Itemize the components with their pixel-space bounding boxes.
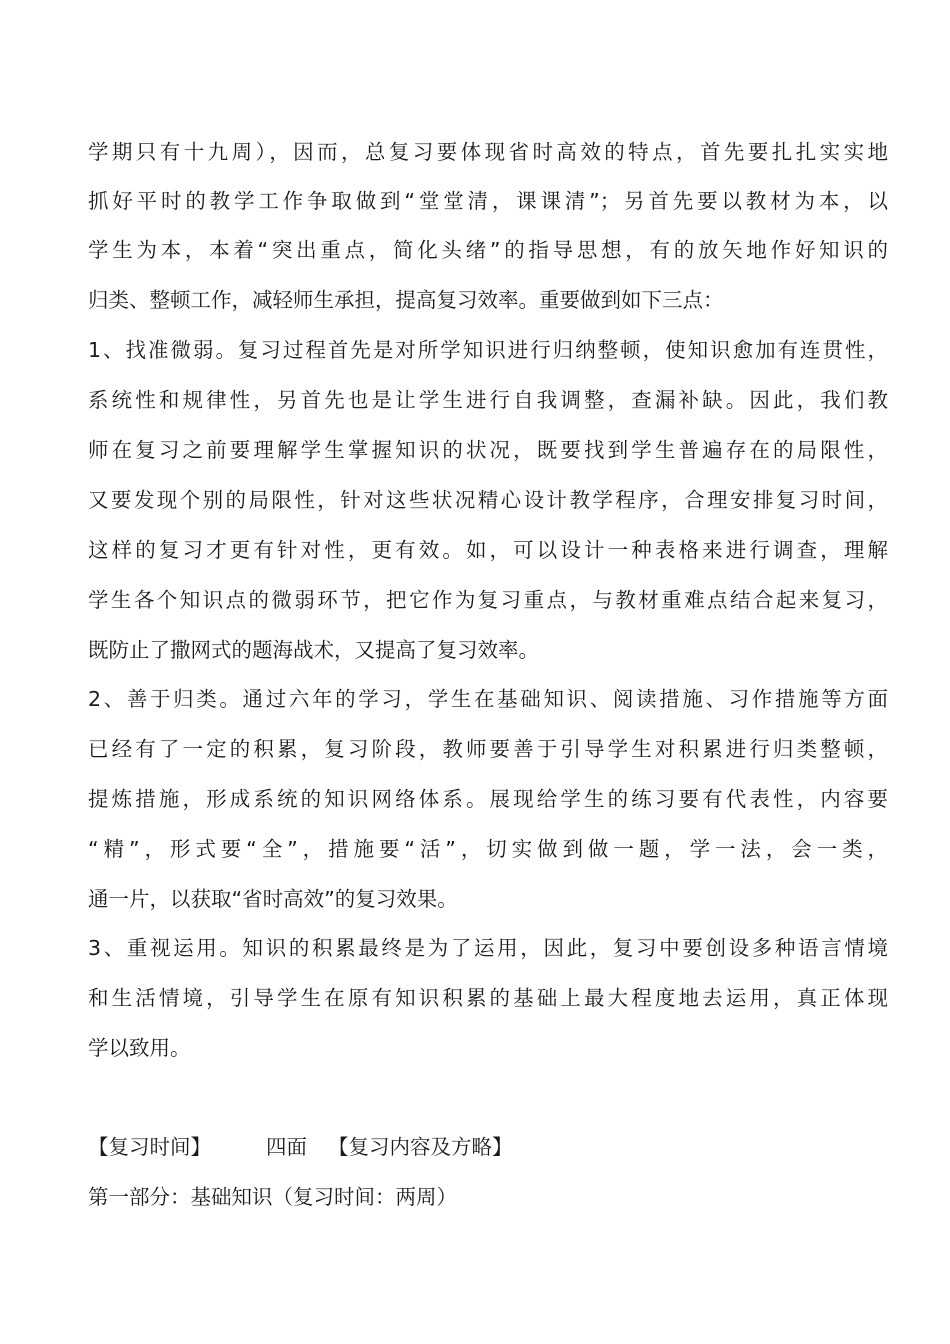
point2-line-4: “精”，形式要“全”，措施要“活”，切实做到做一题，学一法，会一类， bbox=[88, 837, 888, 861]
point1-line-5: 这样的复习才更有针对性，更有效。如，可以设计一种表格来进行调查，理解 bbox=[88, 538, 888, 562]
intro-line-1: 学期只有十九周），因而，总复习要体现省时高效的特点，首先要扎扎实实地 bbox=[88, 140, 888, 164]
point3-line-1: 3、重视运用。知识的积累最终是为了运用，因此，复习中要创设多种语言情境 bbox=[88, 936, 888, 960]
point2-line-2: 已经有了一定的积累，复习阶段，教师要善于引导学生对积累进行归类整顿， bbox=[88, 737, 888, 761]
point1-line-3: 师在复习之前要理解学生掌握知识的状况，既要找到学生普遍存在的局限性， bbox=[88, 438, 888, 462]
intro-line-2: 抓好平时的教学工作争取做到“堂堂清，课课清”；另首先要以教材为本，以 bbox=[88, 189, 888, 213]
point1-line-1: 1、找准微弱。复习过程首先是对所学知识进行归纳整顿，使知识愈加有连贯性， bbox=[88, 338, 888, 362]
intro-line-3: 学生为本，本着“突出重点，简化头绪”的指导思想，有的放矢地作好知识的 bbox=[88, 238, 888, 262]
point1-line-7: 既防止了撒网式的题海战术，又提高了复习效率。 bbox=[88, 638, 539, 662]
review-heading-row bbox=[88, 1133, 888, 1161]
point3-line-2: 和生活情境，引导学生在原有知识积累的基础上最大程度地去运用，真正体现 bbox=[88, 986, 888, 1010]
review-content-label: 【复习内容及方略】 bbox=[328, 1135, 513, 1159]
point1-line-4: 又要发现个别的局限性，针对这些状况精心设计教学程序，合理安排复习时间， bbox=[88, 488, 888, 512]
point3-line-3: 学以致用。 bbox=[88, 1036, 191, 1060]
point1-line-2: 系统性和规律性，另首先也是让学生进行自我调整，查漏补缺。因此，我们教 bbox=[88, 388, 888, 412]
review-duration: 四面 bbox=[266, 1135, 307, 1159]
point2-line-5: 通一片，以获取“省时高效”的复习效果。 bbox=[88, 887, 458, 911]
point2-line-1: 2、善于归类。通过六年的学习，学生在基础知识、阅读措施、习作措施等方面 bbox=[88, 687, 888, 711]
point1-line-6: 学生各个知识点的微弱环节，把它作为复习重点，与教材重难点结合起来复习， bbox=[88, 588, 888, 612]
intro-line-4: 归类、整顿工作，减轻师生承担，提高复习效率。重要做到如下三点： bbox=[88, 288, 724, 312]
part-one-heading: 第一部分：基础知识（复习时间：两周） bbox=[88, 1185, 457, 1209]
review-time-label: 【复习时间】 bbox=[88, 1135, 211, 1159]
point2-line-3: 提炼措施，形成系统的知识网络体系。展现给学生的练习要有代表性，内容要 bbox=[88, 787, 888, 811]
